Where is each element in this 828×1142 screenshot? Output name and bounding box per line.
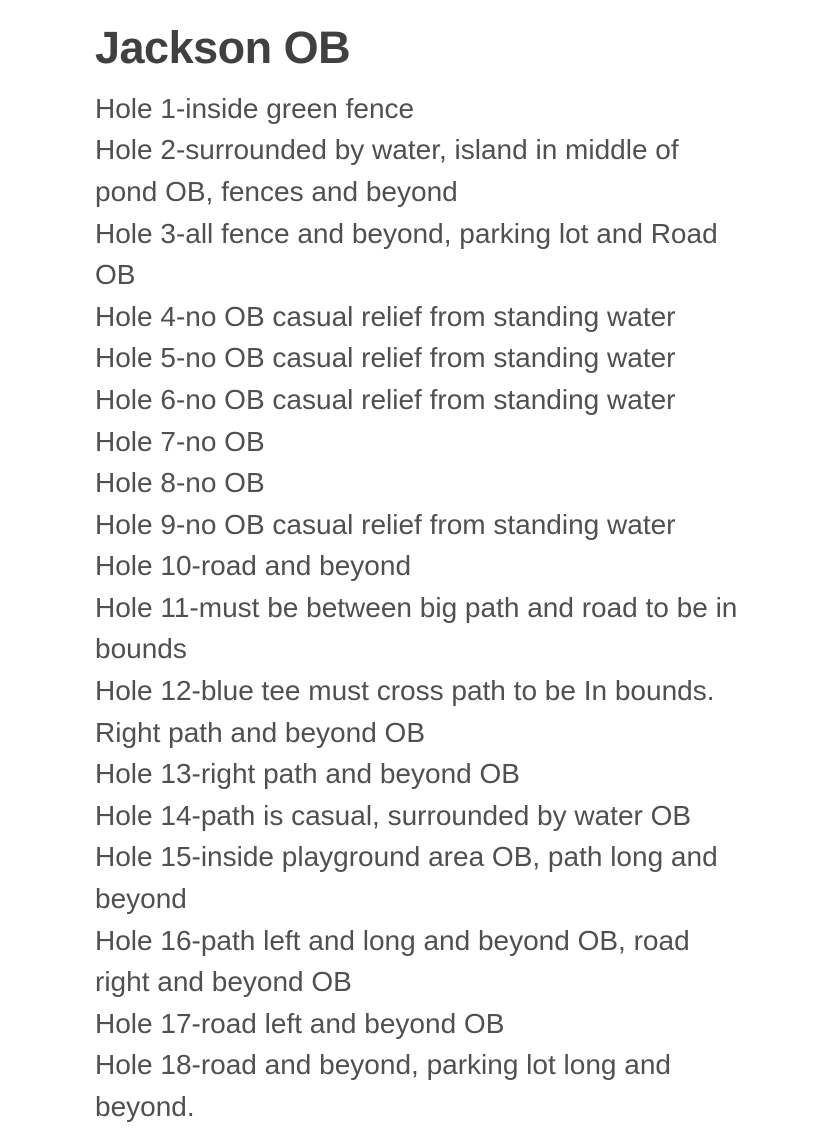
hole-line: Hole 15-inside playground area OB, path long and beyond bbox=[95, 841, 718, 915]
hole-line: Hole 8-no OB bbox=[95, 467, 265, 499]
hole-line: Hole 2-surrounded by water, island in middle of pond OB, fences and beyond bbox=[95, 134, 679, 207]
hole-line: Hole 11-must be between big path and road to be in bounds bbox=[95, 591, 738, 665]
hole-line: Hole 16-path left and long and beyond OB, road right and beyond OB bbox=[95, 924, 690, 998]
hole-line: Hole 4-no OB casual relief from standing water bbox=[95, 300, 676, 332]
hole-line: Hole 3-all fence and beyond, parking lot and Road OB bbox=[95, 217, 718, 291]
hole-line: Hole 10-road and beyond bbox=[95, 550, 412, 582]
page-title: Jackson OB bbox=[95, 22, 351, 73]
hole-line: Hole 7-no OB bbox=[95, 425, 265, 457]
hole-line: Hole 1-inside green fence bbox=[95, 92, 415, 124]
hole-line: Hole 5-no OB casual relief from standing water bbox=[95, 342, 676, 374]
hole-line: Hole 14-path is casual, surrounded by water OB bbox=[95, 799, 692, 831]
hole-line: Hole 12-blue tee must cross path to be In bounds. Right path and beyond OB bbox=[95, 675, 715, 748]
hole-line: Hole 13-right path and beyond OB bbox=[95, 758, 520, 790]
hole-line: Hole 9-no OB casual relief from standing water bbox=[95, 508, 676, 540]
hole-line: Hole 17-road left and beyond OB bbox=[95, 1007, 505, 1039]
hole-line: Hole 6-no OB casual relief from standing water bbox=[95, 383, 676, 415]
hole-list bbox=[95, 88, 745, 1128]
hole-line: Hole 18-road and beyond, parking lot long and beyond. bbox=[95, 1049, 671, 1122]
